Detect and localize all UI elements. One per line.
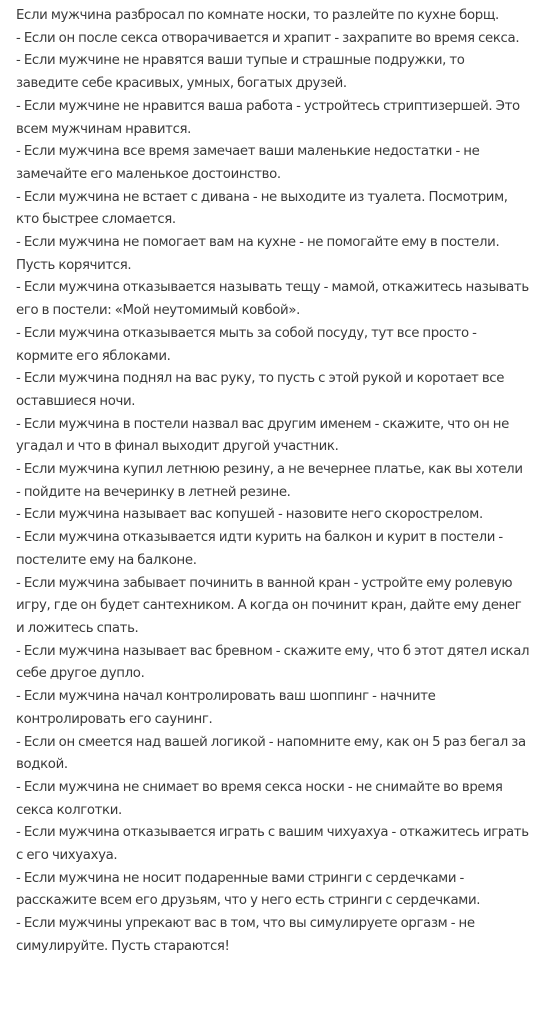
paragraph: - Если мужчина не носит подаренные вами стринги с сердечками - расскажите всем его друзьям, что у него есть стринги с сердечками. bbox=[16, 870, 481, 909]
paragraph: - Если он смеется над вашей логикой - напомните ему, как он 5 раз бегал за водкой. bbox=[16, 734, 526, 773]
paragraph: - Если мужчина забывает починить в ванной кран - устройте ему ролевую игру, где он будет сантехником. А когда он починит кран, дайте ему денег и ложитесь спать. bbox=[16, 575, 522, 636]
paragraph: - Если мужчина начал контролировать ваш шоппинг - начните контролировать его саунинг. bbox=[16, 689, 436, 727]
paragraph: - Если мужчина отказывается называть тещу - мамой, откажитесь называть его в постели: «Мой неутомимый ковбой». bbox=[16, 280, 529, 319]
paragraph: - Если мужчина называет вас бревном - скажите ему, что б этот дятел искал себе другое дупло. bbox=[16, 643, 530, 682]
paragraph: - Если мужчина отказывается играть с вашим чихуахуа - откажитесь играть с его чихуахуа. bbox=[16, 825, 529, 864]
paragraph: Если мужчина разбросал по комнате носки, то разлейте по кухне борщ. bbox=[16, 8, 499, 23]
paragraph: - Если мужчина в постели назвал вас другим именем - скажите, что он не угадал и что в финал выходит другой участник. bbox=[16, 416, 509, 455]
paragraph: - Если он после секса отворачивается и храпит - захрапите во время секса. bbox=[16, 30, 520, 46]
paragraph: - Если мужчине не нравится ваша работа - устройтесь стриптизершей. Это всем мужчинам нравится. bbox=[16, 98, 520, 137]
paragraph: - Если мужчина все время замечает ваши маленькие недостатки - не замечайте его маленькое достоинство. bbox=[16, 144, 480, 182]
paragraph: - Если мужчина называет вас копушей - назовите него скорострелом. bbox=[16, 507, 483, 523]
paragraph: - Если мужчина отказывается мыть за собой посуду, тут все просто - кормите его яблоками. bbox=[16, 325, 477, 364]
paragraph: - Если мужчина поднял на вас руку, то пусть с этой рукой и коротает все оставшиеся ночи. bbox=[16, 371, 505, 409]
paragraph: - Если мужчина не снимает во время секса носки - не снимайте во время секса колготки. bbox=[16, 779, 503, 818]
paragraph: - Если мужчине не нравятся ваши тупые и страшные подружки, то заведите себе красивых, умных, богатых друзей. bbox=[16, 53, 465, 92]
paragraph: - Если мужчина купил летнюю резину, а не вечернее платье, как вы хотели - пойдите на вечеринку в летней резине. bbox=[16, 462, 523, 500]
paragraph: - Если мужчина отказывается идти курить на балкон и курит в постели - постелите ему на балконе. bbox=[16, 530, 503, 568]
paragraph: - Если мужчина не встает с дивана - не выходите из туалета. Посмотрим, кто быстрее сломается. bbox=[16, 189, 508, 228]
paragraph: - Если мужчины упрекают вас в том, что вы симулируете оргазм - не симулируйте. Пусть стараются! bbox=[16, 916, 475, 954]
paragraph: - Если мужчина не помогает вам на кухне - не помогайте ему в постели. Пусть корячится. bbox=[16, 235, 500, 273]
